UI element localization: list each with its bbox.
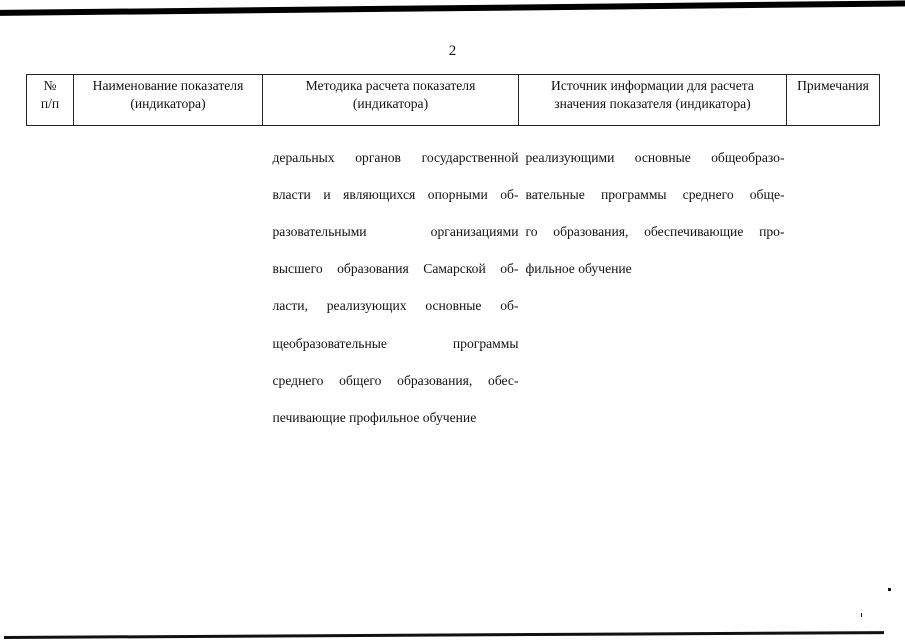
source-line: реализующими основные общеобразо- [525, 149, 785, 165]
scan-speck [861, 613, 862, 617]
source-line: го образования, обеспечивающие про- [525, 223, 785, 239]
header-method-line1: Методика расчета показателя [305, 78, 476, 93]
header-num-line2: п/п [40, 96, 60, 111]
page-number: 2 [448, 43, 457, 59]
header-source-line1: Источник информации для расчета [551, 78, 754, 93]
method-line: власти и являющихся опорными об- [272, 186, 519, 202]
method-line: ласти, реализующих основные об- [272, 298, 519, 314]
header-num-line1: № [43, 78, 57, 93]
scan-edge-bottom [4, 631, 884, 639]
header-method-line2: (индикатора) [352, 96, 429, 111]
header-name-line2: (индикатора) [130, 96, 206, 111]
header-num [27, 75, 74, 126]
cell-source [519, 126, 787, 447]
method-line: печивающие профильное обучение [272, 409, 477, 425]
table-header-row [27, 75, 880, 126]
scan-edge-top [0, 0, 905, 16]
header-name [74, 75, 263, 126]
header-notes-line1: Примечания [797, 78, 869, 93]
cell-num [27, 126, 74, 447]
scan-speck [888, 588, 891, 591]
header-name-line1: Наименование показателя [92, 78, 244, 93]
method-line: высшего образования Самарской об- [272, 261, 519, 277]
header-method [263, 75, 519, 126]
method-line: деральных органов государственной [272, 149, 519, 165]
method-line: разовательными организациями [272, 223, 519, 239]
indicator-table [26, 74, 880, 446]
method-line: щеобразовательные программы [272, 335, 519, 351]
table-row [27, 126, 880, 447]
source-line: вательные программы среднего обще- [525, 186, 785, 202]
header-source [519, 75, 787, 126]
cell-notes [787, 126, 880, 447]
source-line: фильное обучение [525, 261, 632, 277]
header-notes [787, 75, 880, 126]
method-line: среднего общего образования, обес- [272, 372, 519, 388]
cell-method [263, 126, 519, 447]
header-source-line2: значения показателя (индикатора) [554, 96, 751, 111]
cell-name [74, 126, 263, 447]
